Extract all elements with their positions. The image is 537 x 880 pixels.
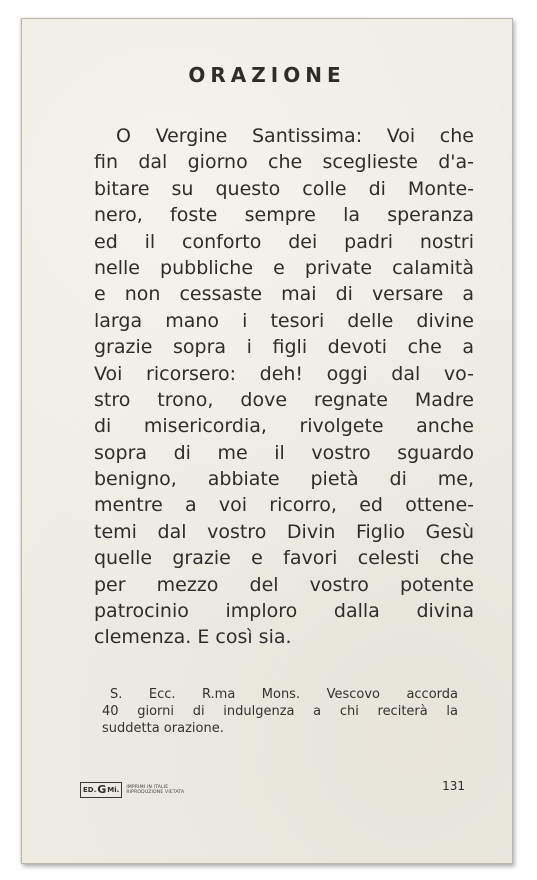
prayer-card <box>21 18 513 864</box>
prayer-line: larga mano i tesori delle divine <box>94 309 474 332</box>
publisher-rights-note <box>126 785 184 796</box>
prayer-line: Voi ricorsero: deh! oggi dal vo- <box>94 362 474 385</box>
prayer-line: fin dal giorno che sceglieste d'a- <box>94 151 474 174</box>
indulgence-note <box>102 686 458 737</box>
prayer-line: patrocinio imploro dalla divina <box>94 600 474 623</box>
prayer-line: quelle grazie e favori celesti che <box>94 547 474 570</box>
prayer-line: e non cessaste mai di versare a <box>94 283 474 306</box>
publisher-logo-letter: G <box>97 783 107 796</box>
publisher-logo <box>80 782 122 798</box>
publisher-mark <box>80 782 184 798</box>
prayer-line: temi dal vostro Divin Figlio Gesù <box>94 520 474 543</box>
prayer-line: bitare su questo colle di Monte- <box>94 177 474 200</box>
prayer-text <box>94 123 474 651</box>
prayer-line: nero, foste sempre la speranza <box>94 204 474 227</box>
prayer-line: per mezzo del vostro potente <box>94 573 474 596</box>
prayer-line: stro trono, dove regnate Madre <box>94 388 474 411</box>
prayer-line: sopra di me il vostro sguardo <box>94 441 474 464</box>
prayer-line: nelle pubbliche e private calamità <box>94 256 474 279</box>
publisher-note-line: IMPRIMI IN ITALIE <box>126 784 169 790</box>
prayer-title: ORAZIONE <box>188 63 346 87</box>
publisher-logo-suffix: Mi. <box>107 786 120 794</box>
prayer-line: grazie sopra i figli devoti che a <box>94 336 474 359</box>
indulgence-line: suddetta orazione. <box>102 721 224 736</box>
publisher-note-line: RIPRODUZIONE VIETATA <box>126 790 185 795</box>
prayer-line-last: clemenza. E così sia. <box>94 626 292 649</box>
indulgence-line: 40 giorni di indulgenza a chi reciterà la <box>102 704 458 719</box>
prayer-line: ed il conforto dei padri nostri <box>94 230 474 253</box>
prayer-line: di misericordia, rivolgete anche <box>94 415 474 438</box>
prayer-line: benigno, abbiate pietà di me, <box>94 468 474 491</box>
prayer-line: mentre a voi ricorro, ed ottene- <box>94 494 474 517</box>
indulgence-line: S. Ecc. R.ma Mons. Vescovo accorda <box>110 687 458 702</box>
publisher-logo-prefix: ED. <box>83 786 97 794</box>
prayer-line: O Vergine Santissima: Voi che <box>116 125 474 147</box>
card-number: 131 <box>442 779 465 793</box>
